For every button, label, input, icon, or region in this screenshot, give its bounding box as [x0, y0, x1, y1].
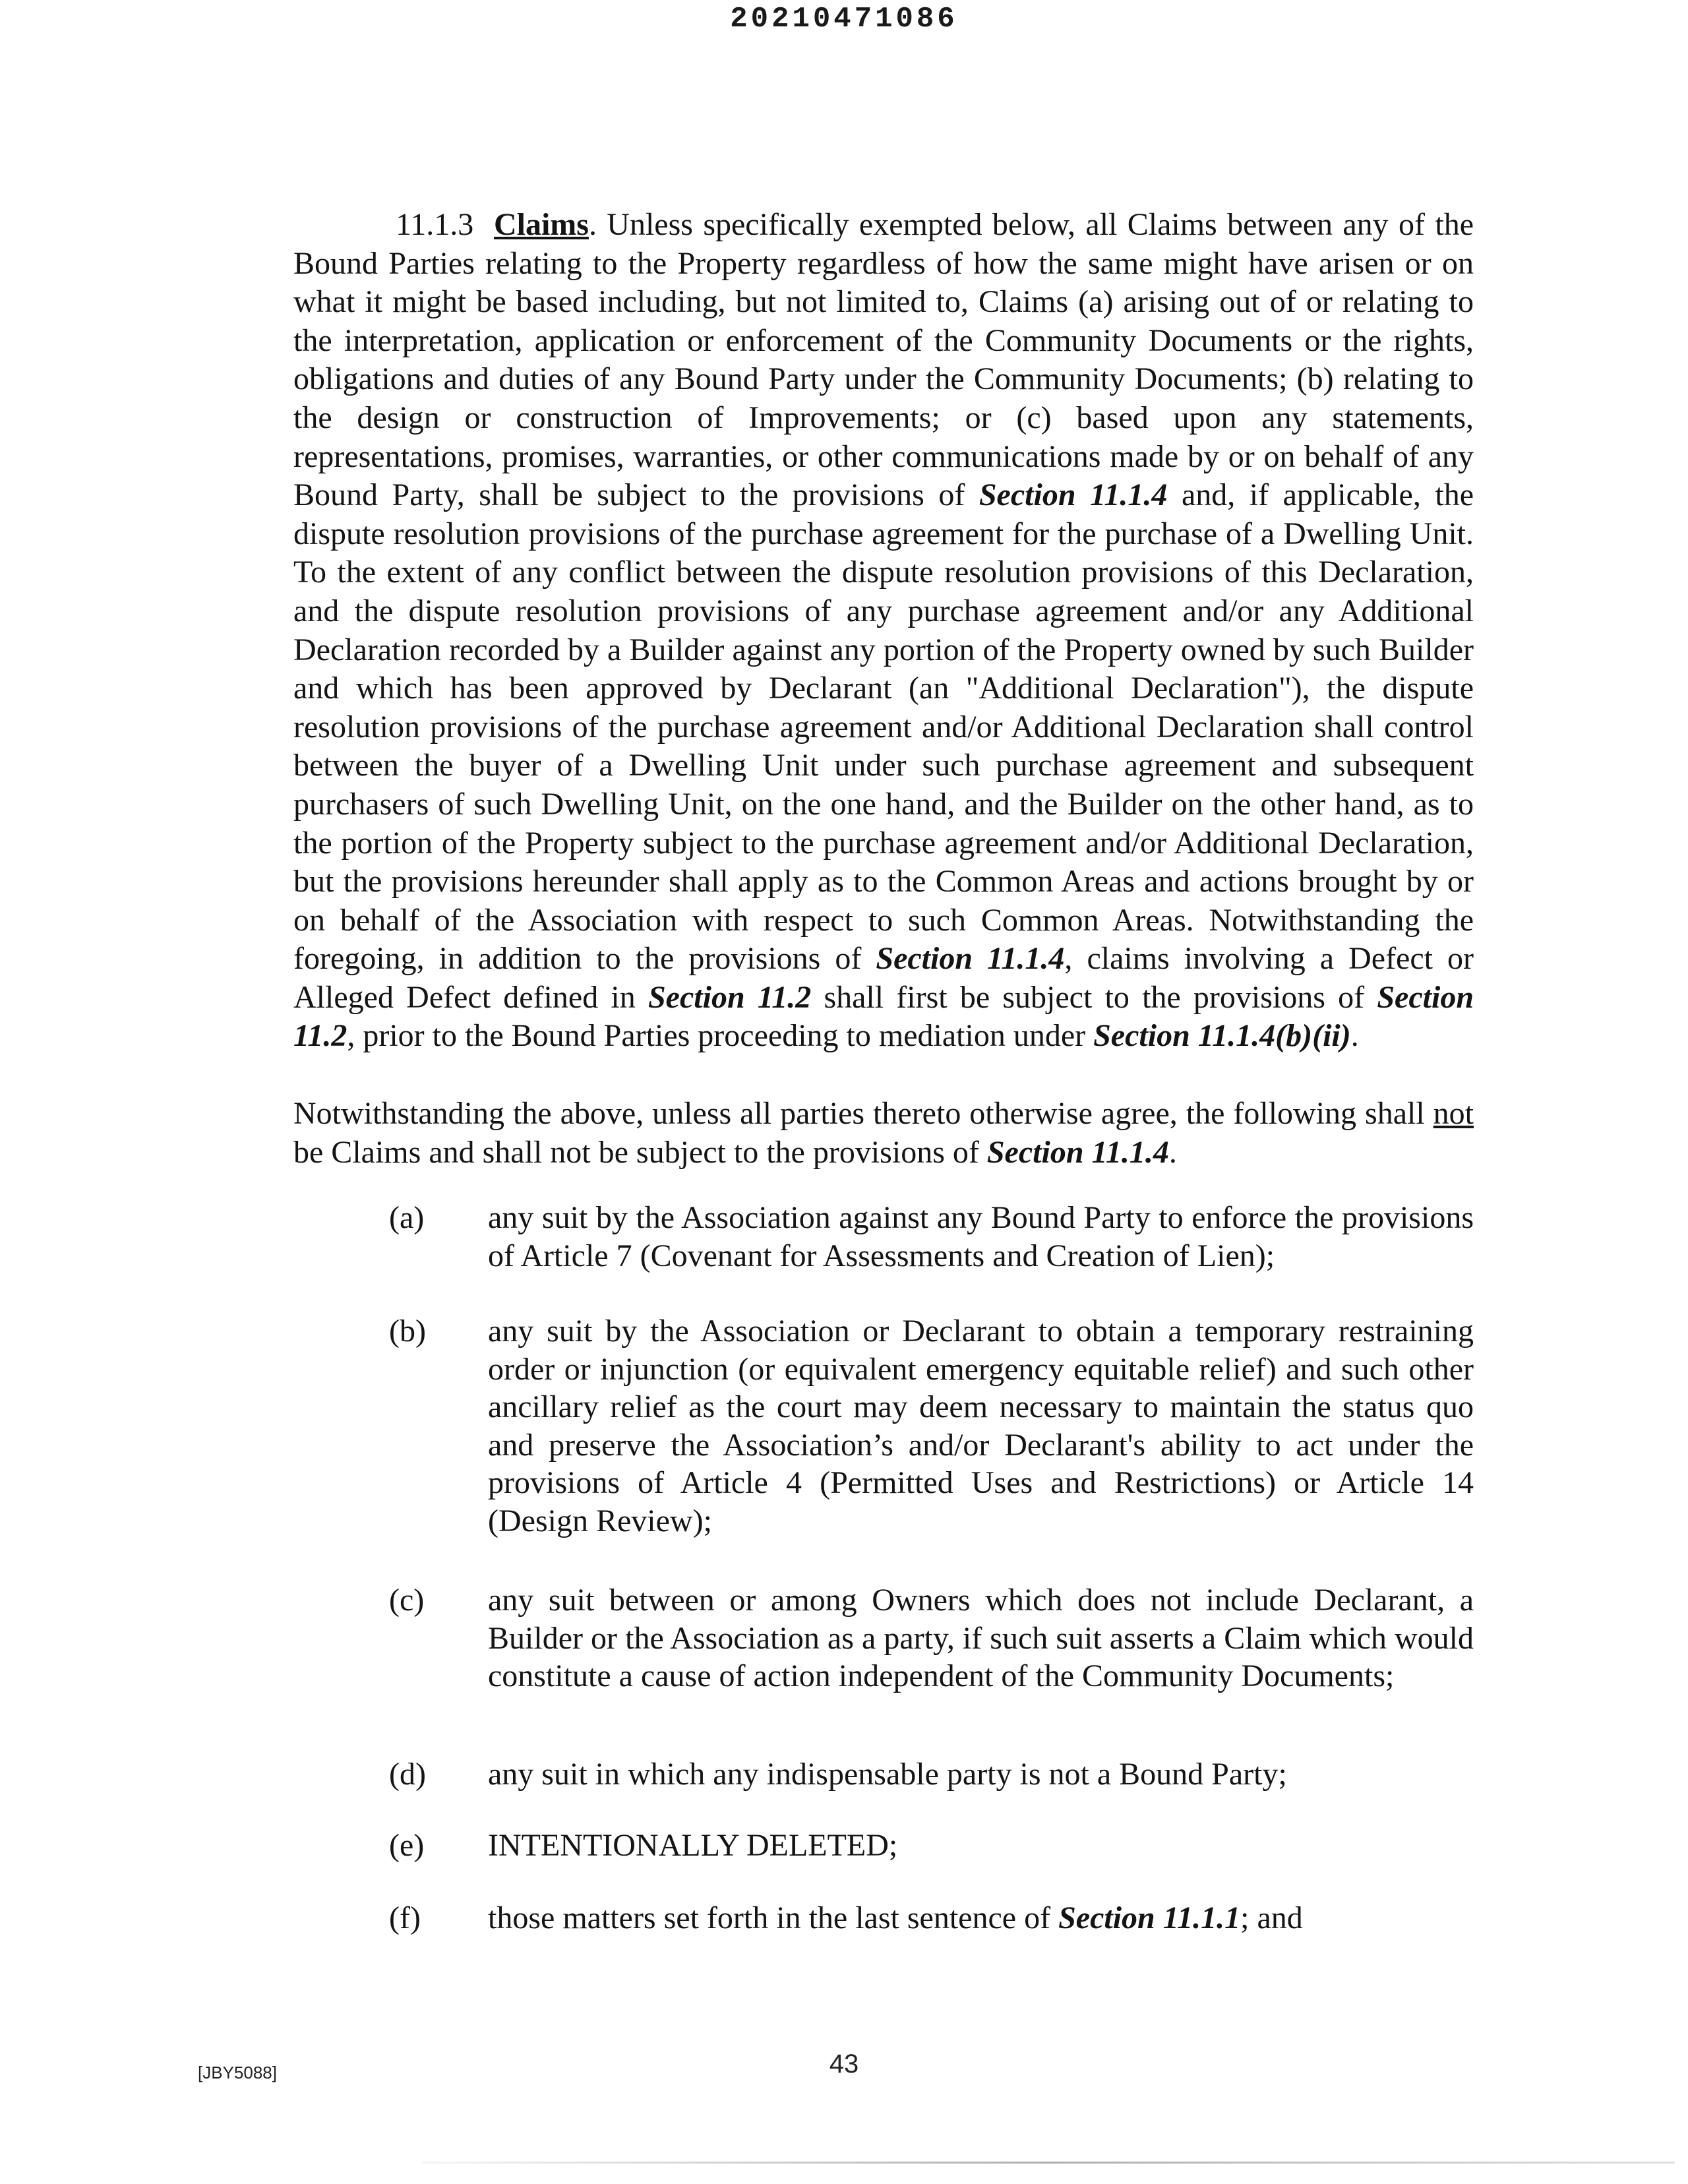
list-label: (a) [389, 1200, 425, 1235]
list-text [488, 1899, 1474, 1937]
page-number: 43 [829, 2049, 859, 2078]
list-label: (f) [389, 1900, 421, 1935]
section-reference: Section 11.1.4 [986, 1134, 1169, 1170]
paragraph-text: . [1168, 1134, 1177, 1170]
list-text: any suit by the Association or Declarant to obtain a temporary restraining order or injunction (or equivalent emergency equitable relief) and such other ancillary relief as the court may deem necessary to maintain the status quo and preserve the Association’s and/or Declarant's ability to act under the provisions of Article 4 (Permitted Uses and Restrictions) or Article 14 (Design Review); [488, 1314, 1474, 1538]
paragraph-text: , claims involving a Defect or Alleged Defect defined in [293, 941, 1474, 1015]
section-reference: Section 11.2 [293, 979, 1474, 1054]
list-text: any suit by the Association against any Bound Party to enforce the provisions of Article 7 (Covenant for Assessments and Creation of Lien); [488, 1200, 1474, 1273]
paragraph-text: , prior to the Bound Parties proceeding to mediation under [347, 1018, 1086, 1054]
section-reference: Section 11.1.4 [979, 477, 1168, 513]
paragraph-text: those matters set forth in the last sentence of [488, 1900, 1051, 1935]
paragraph-text: shall first be subject to the provisions of [824, 979, 1365, 1015]
paragraph-text: be Claims and shall not be subject to the provisions of [293, 1134, 979, 1170]
footer-document-code: [JBY5088] [198, 2063, 277, 2082]
section-number: 11.1.3 [396, 207, 474, 242]
section-reference: Section 11.1.4 [876, 941, 1065, 977]
list-text: any suit between or among Owners which does not include Declarant, a Builder or the Association as a party, if such suit asserts a Claim which would constitute a cause of action independent of the Community Documents; [488, 1583, 1474, 1693]
emphasis-not: not [1433, 1096, 1474, 1131]
list-label: (e) [389, 1828, 425, 1863]
document-number: 20210471086 [730, 3, 958, 36]
list-text: any suit in which any indispensable party is not a Bound Party; [488, 1757, 1287, 1792]
section-reference: Section 11.2 [648, 979, 812, 1015]
list-label: (d) [389, 1757, 426, 1792]
paragraph-text: . Unless specifically exempted below, all Claims between any of the Bound Parties relating to the Property regardless of how the same might have arisen or on what it might be based including, but not limited to, Claims (a) arising out of or relating to the interpretation, application or enforcement of the Community Documents or the rights, obligations and duties of any Bound Party under the Community Documents; (b) relating to the design or construction of Improvements; or (c) based upon any statements, representations, promises, warranties, or other communications made by or on behalf of any Bound Party, shall be subject to the provisions of [293, 207, 1474, 513]
list-text: INTENTIONALLY DELETED; [488, 1828, 898, 1863]
paragraph-text: . [1350, 1018, 1359, 1054]
list-label: (c) [389, 1583, 425, 1618]
list-label: (b) [389, 1314, 426, 1349]
paragraph-text: Notwithstanding the above, unless all parties thereto otherwise agree, the following shall [293, 1096, 1425, 1131]
paragraph-text: ; and [1240, 1900, 1303, 1935]
notwithstanding-paragraph [293, 1095, 1474, 1172]
section-heading: Claims [493, 207, 589, 242]
scan-edge-line [422, 2162, 1675, 2164]
paragraph-text: and, if applicable, the dispute resolution provisions of the purchase agreement for the purchase of a Dwelling Unit. To the extent of any conflict between the dispute resolution provisions of this Declaration, and the dispute resolution provisions of any purchase agreement and/or any Additional Declaration recorded by a Builder against any portion of the Property owned by such Builder and which has been approved by Declarant (an "Additional Declaration"), the dispute resolution provisions of the purchase agreement and/or Additional Declaration shall control between the buyer of a Dwelling Unit under such purchase agreement and subsequent purchasers of such Dwelling Unit, on the one hand, and the Builder on the other hand, as to the portion of the Property subject to the purchase agreement and/or Additional Declaration, but the provisions hereunder shall apply as to the Common Areas and actions brought by or on behalf of the Association with respect to such Common Areas. Notwithstanding the foregoing, in addition to the provisions of [293, 477, 1474, 977]
section-11-1-3-paragraph [293, 206, 1474, 1056]
section-reference: Section 11.1.4(b)(ii) [1093, 1018, 1351, 1054]
section-reference: Section 11.1.1 [1058, 1900, 1241, 1935]
